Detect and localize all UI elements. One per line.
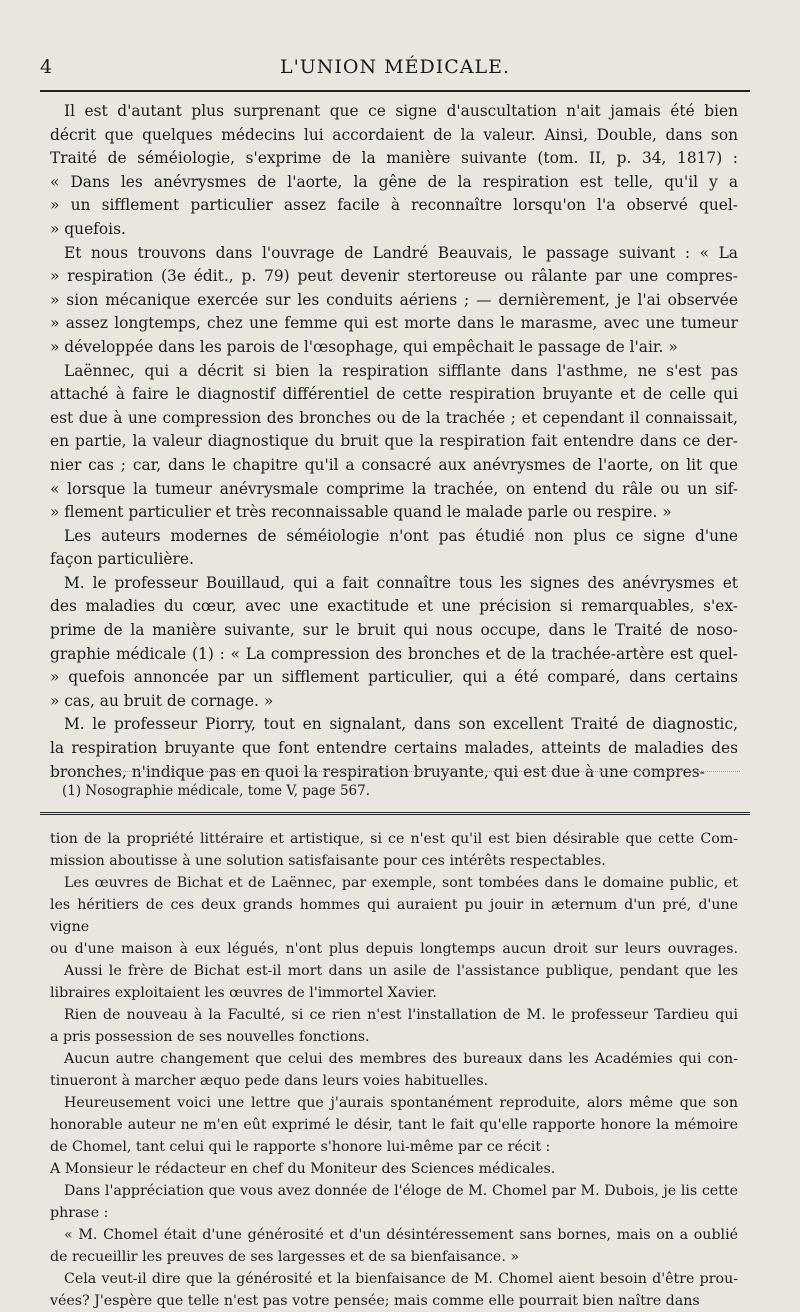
text-line: phrase : xyxy=(50,1205,109,1221)
text-line: tion de la propriété littéraire et artistique, si ce n'est qu'il est bien désirable que cette Com- xyxy=(50,831,738,847)
text-line: en partie, la valeur diagnostique du bruit que la respiration fait entendre dans ce der- xyxy=(50,432,738,451)
text-line: nier cas ; car, dans le chapitre qu'il a consacré aux anévrysmes de l'aorte, on lit que xyxy=(50,455,738,474)
text-line: » assez longtemps, chez une femme qui est morte dans le marasme, avec une tumeur xyxy=(50,314,738,333)
text-line: vées? J'espère que telle n'est pas votre pensée; mais comme elle pourrait bien naître dans xyxy=(50,1293,700,1309)
text-line: « lorsque la tumeur anévrysmale comprime la trachée, on entend du râle ou un sif- xyxy=(50,479,738,498)
text-line: » quefois. xyxy=(50,219,126,238)
text-line: » quefois annoncée par un sifflement particulier, qui a été comparé, dans certains xyxy=(50,668,738,687)
text-line: a pris possession de ses nouvelles fonctions. xyxy=(50,1029,370,1045)
text-line: » respiration (3e édit., p. 79) peut devenir stertoreuse ou râlante par une compres- xyxy=(50,267,738,286)
text-line: tinueront à marcher æquo pede dans leurs voies habituelles. xyxy=(50,1073,489,1089)
chronicle-body xyxy=(50,828,738,1312)
text-line: Les œuvres de Bichat et de Laënnec, par exemple, sont tombées dans le domaine public, et xyxy=(64,875,738,891)
text-line: Aussi le frère de Bichat est-il mort dans un asile de l'assistance publique, pendant que les xyxy=(64,963,738,979)
text-line: Aucun autre changement que celui des membres des bureaux dans les Académies qui con- xyxy=(64,1051,738,1067)
header-rule xyxy=(40,90,750,92)
journal-title: L'UNION MÉDICALE. xyxy=(279,56,511,78)
text-line: des maladies du cœur, avec une exactitude et une précision si remarquables, s'ex- xyxy=(50,597,738,616)
text-line: graphie médicale (1) : « La compression des bronches et de la trachée-artère est quel- xyxy=(50,644,738,663)
page-header xyxy=(40,56,750,84)
text-line: M. le professeur Bouillaud, qui a fait connaître tous les signes des anévrysmes et xyxy=(64,573,738,592)
text-line: Rien de nouveau à la Faculté, si ce rien n'est l'installation de M. le professeur Tardieu qui xyxy=(64,1007,738,1023)
text-line: « M. Chomel était d'une générosité et d'un désintéressement sans bornes, mais on a oublié xyxy=(64,1227,738,1243)
text-line: Et nous trouvons dans l'ouvrage de Landré Beauvais, le passage suivant : « La xyxy=(64,243,738,262)
text-line: Cela veut-il dire que la générosité et la bienfaisance de M. Chomel aient besoin d'être prou- xyxy=(64,1271,738,1287)
text-line: » développée dans les parois de l'œsophage, qui empêchait le passage de l'air. » xyxy=(50,337,678,356)
text-line: prime de la manière suivante, sur le bruit qui nous occupe, dans le Traité de noso- xyxy=(50,621,738,640)
footnote: (1) Nosographie médicale, tome V, page 567. xyxy=(62,783,371,799)
text-line: Laënnec, qui a décrit si bien la respiration sifflante dans l'asthme, ne s'est pas xyxy=(64,361,738,380)
text-line: les héritiers de ces deux grands hommes qui auraient pu jouir in æternum d'un pré, d'une vigne xyxy=(50,897,738,935)
section-divider xyxy=(40,812,750,818)
text-line: libraires exploitaient les œuvres de l'immortel Xavier. xyxy=(50,985,437,1001)
article-body xyxy=(50,100,738,784)
text-line: honorable auteur ne m'en eût exprimé le désir, tant le fait qu'elle rapporte honore la mémoire xyxy=(50,1117,738,1133)
text-line: A Monsieur le rédacteur en chef du Moniteur des Sciences médicales. xyxy=(50,1161,556,1177)
text-line: Dans l'appréciation que vous avez donnée de l'éloge de M. Chomel par M. Dubois, je lis cette xyxy=(64,1183,738,1199)
text-line: Les auteurs modernes de séméiologie n'ont pas étudié non plus ce signe d'une xyxy=(64,526,738,545)
text-line: ou d'une maison à eux légués, n'ont plus depuis longtemps aucun droit sur leurs ouvrages. xyxy=(50,941,738,957)
text-line: décrit que quelques médecins lui accordaient de la valeur. Ainsi, Double, dans son xyxy=(50,125,738,144)
text-line: « Dans les anévrysmes de l'aorte, la gêne de la respiration est telle, qu'il y a xyxy=(50,172,738,191)
text-line: attaché à faire le diagnostif différentiel de cette respiration bruyante et de celle qui xyxy=(50,385,738,404)
text-line: » sion mécanique exercée sur les conduits aériens ; — dernièrement, je l'ai observée xyxy=(50,290,738,309)
text-line: façon particulière. xyxy=(50,550,194,569)
text-line: bronches, n'indique pas en quoi la respiration bruyante, qui est due à une compres- xyxy=(50,762,705,781)
text-line: Heureusement voici une lettre que j'aurais spontanément reproduite, alors même que son xyxy=(64,1095,738,1111)
text-line: » cas, au bruit de cornage. » xyxy=(50,691,274,710)
text-line: la respiration bruyante que font entendre certains malades, atteints de maladies des xyxy=(50,739,738,758)
text-line: de recueillir les preuves de ses largesses et de sa bienfaisance. » xyxy=(50,1249,520,1265)
text-line: est due à une compression des bronches ou de la trachée ; et cependant il connaissait, xyxy=(50,408,738,427)
text-line: M. le professeur Piorry, tout en signalant, dans son excellent Traité de diagnostic, xyxy=(64,715,738,734)
text-line: mission aboutisse à une solution satisfaisante pour ces intérêts respectables. xyxy=(50,853,606,869)
text-line: Il est d'autant plus surprenant que ce signe d'auscultation n'ait jamais été bien xyxy=(64,102,738,120)
footnote-separator xyxy=(50,771,740,772)
text-line: Traité de séméiologie, s'exprime de la manière suivante (tom. II, p. 34, 1817) : xyxy=(50,149,738,168)
text-line: » un sifflement particulier assez facile à reconnaître lorsqu'on l'a observé quel- xyxy=(50,196,738,215)
page-number: 4 xyxy=(40,56,54,78)
text-line: de Chomel, tant celui qui le rapporte s'honore lui-même par ce récit : xyxy=(50,1139,551,1155)
text-line: » flement particulier et très reconnaissable quand le malade parle ou respire. » xyxy=(50,503,672,522)
